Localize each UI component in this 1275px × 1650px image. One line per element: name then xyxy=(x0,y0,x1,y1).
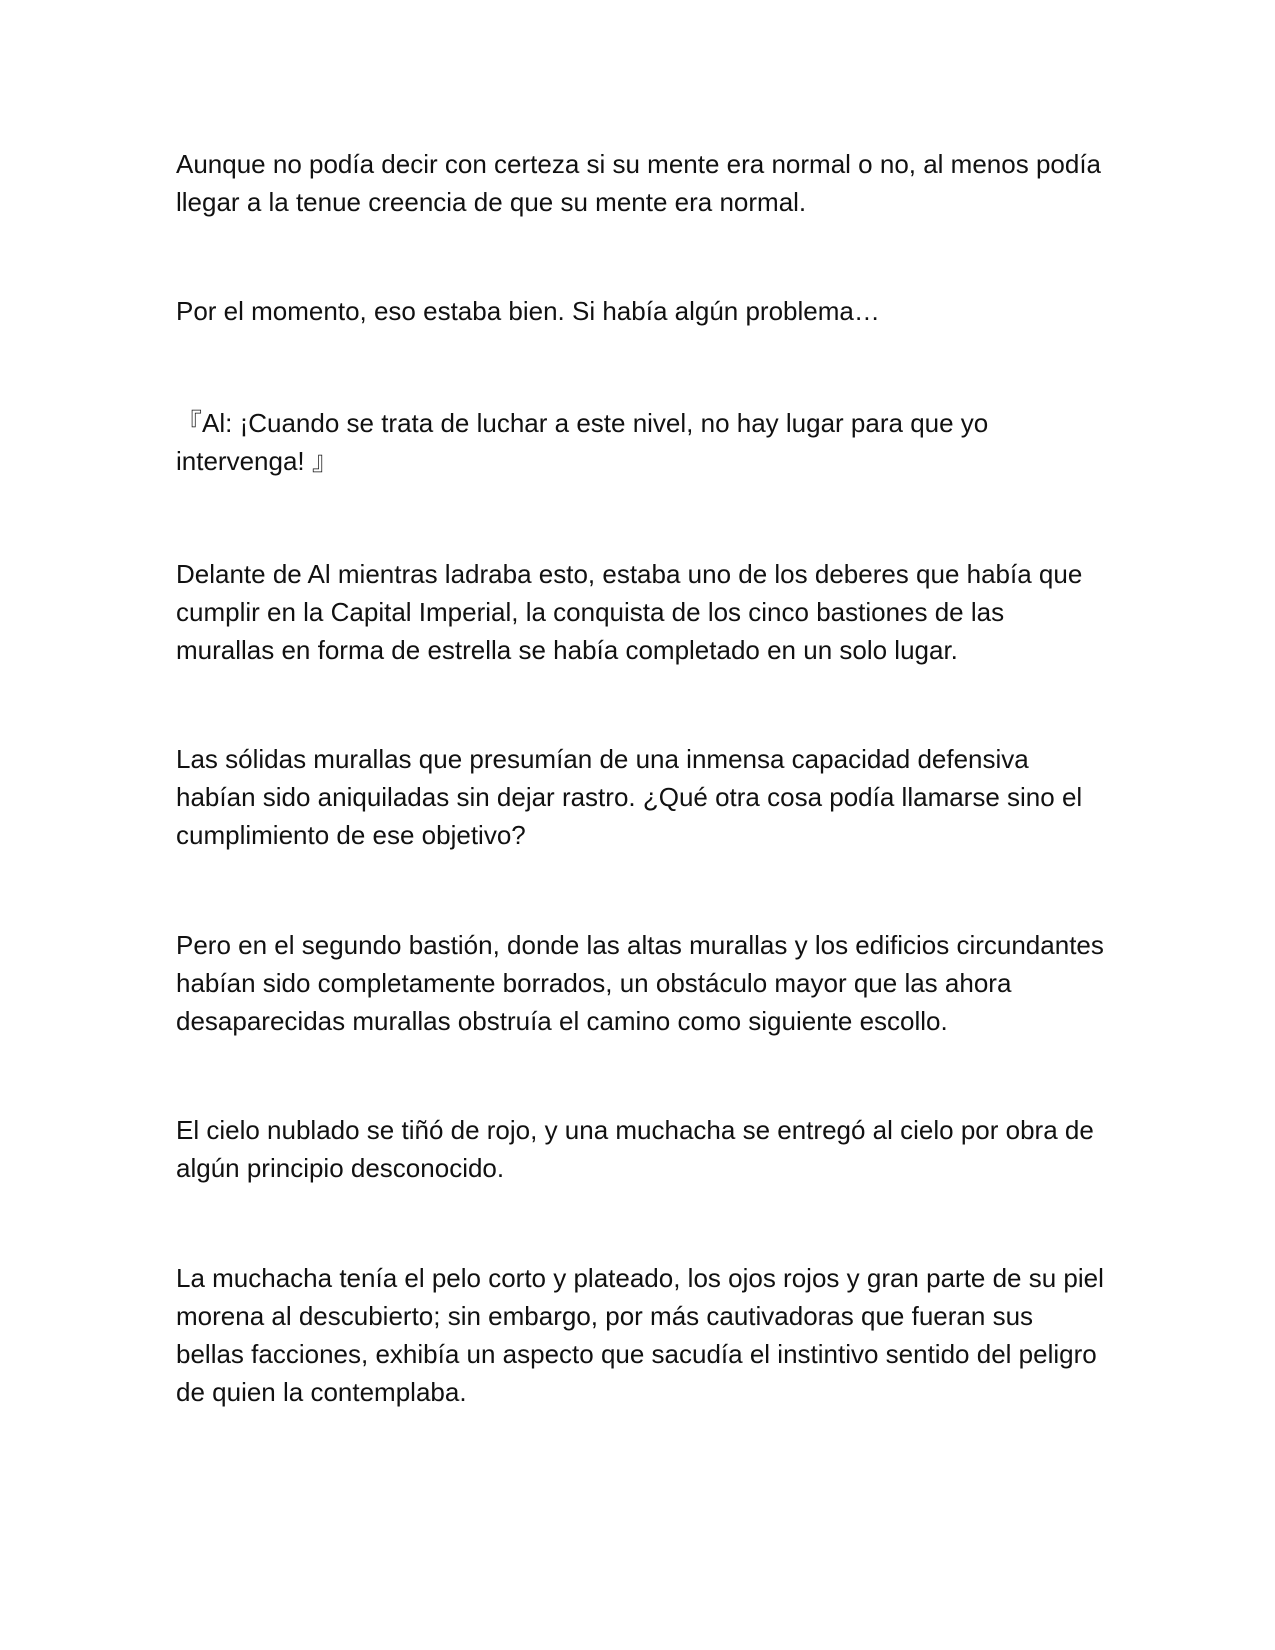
paragraph-1: Aunque no podía decir con certeza si su mente era normal o no, al menos podía llegar a la tenue creencia de que su mente era normal. xyxy=(176,149,1102,217)
paragraph-5: Las sólidas murallas que presumían de una inmensa capacidad defensiva habían sido aniquiladas sin dejar rastro. ¿Qué otra cosa podía llamarse sino el cumplimiento de ese objetivo? xyxy=(176,744,1083,850)
paragraph-2: Por el momento, eso estaba bien. Si había algún problema… xyxy=(176,296,880,326)
paragraph-4: Delante de Al mientras ladraba esto, estaba uno de los deberes que había que cumplir en la Capital Imperial, la conquista de los cinco bastiones de las murallas en forma de estrella se había completado en un solo lugar. xyxy=(176,559,1083,665)
paragraph-3-dialogue: 『Al: ¡Cuando se trata de luchar a este nivel, no hay lugar para que yo intervenga! 』 xyxy=(176,408,989,476)
paragraph-7: El cielo nublado se tiñó de rojo, y una muchacha se entregó al cielo por obra de algún principio desconocido. xyxy=(176,1115,1094,1183)
paragraph-8: La muchacha tenía el pelo corto y plateado, los ojos rojos y gran parte de su piel morena al descubierto; sin embargo, por más cautivadoras que fueran sus bellas facciones, exhibía un aspecto que sacudía el instintivo sentido del peligro de quien la contemplaba. xyxy=(176,1263,1104,1407)
paragraph-6: Pero en el segundo bastión, donde las altas murallas y los edificios circundantes habían sido completamente borrados, un obstáculo mayor que las ahora desaparecidas murallas obstruía el camino como siguiente escollo. xyxy=(176,930,1104,1036)
